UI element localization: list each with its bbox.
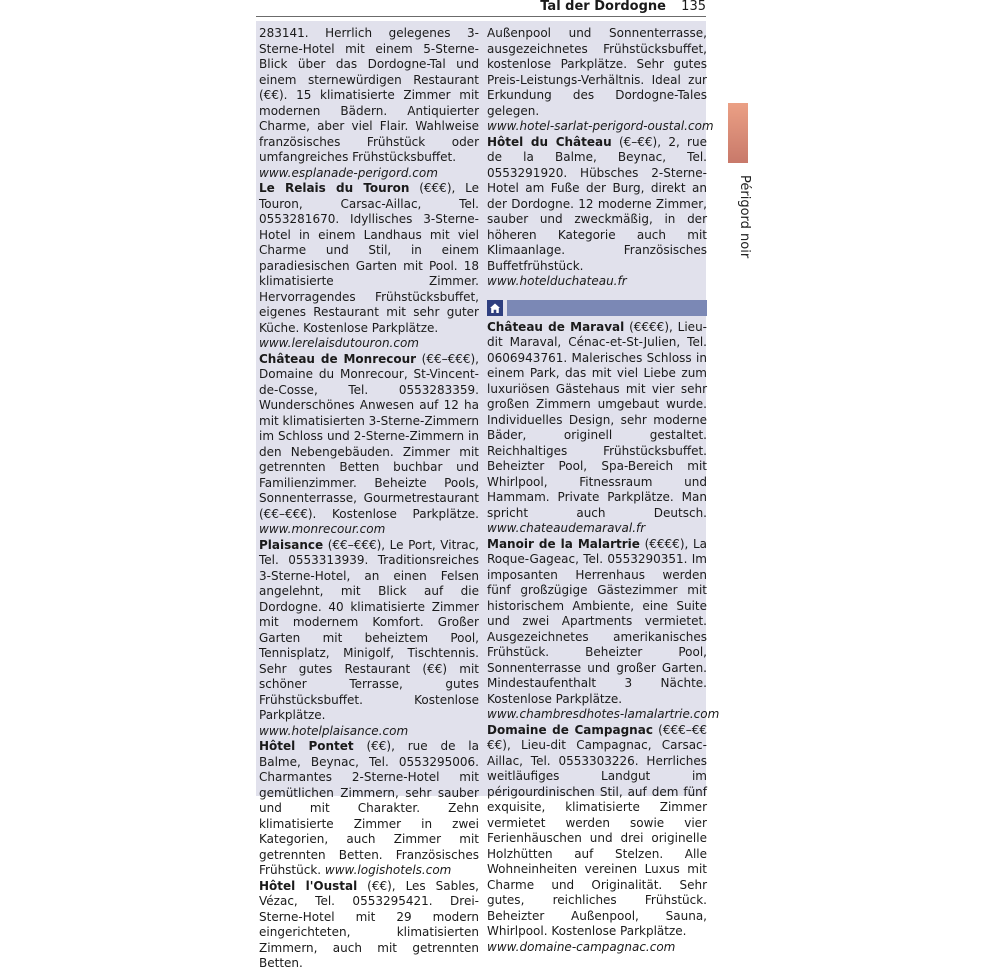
url-malartrie[interactable]: www.chambresdhotes-lamalartrie.com — [487, 707, 720, 721]
house-icon — [487, 300, 503, 316]
hotel-name: Domaine de Campagnac — [487, 722, 653, 737]
running-title: Tal der Dordogne — [540, 0, 666, 14]
hotel-name: Hôtel Pontet — [259, 739, 354, 753]
accommodation-panel — [256, 21, 720, 970]
listing-domaine-de-campagnac: Domaine de Campagnac (€€€–€€€€), Lieu-dit Campagnac, Carsac-Aillac, Tel. 0553303226. Herrliches weitläufiges Landgut im périgourdinischen Stil, auf dem fünf exquisite, klimatisierte Zimmer vermietet werden sowie vier Ferienhäuschen und drei originelle Holzhütten auf Stelzen. Alle Wohneinheiten vereinen Luxus mit Charme und Originalität. Sehr gutes, reichliches Frühstück. Beheizter Außenpool, Sauna, Whirlpool. Kostenlose Parkplätze. www.domaine-campagnac.com — [487, 722, 708, 954]
url-relais[interactable]: www.lerelaisdutouron.com — [259, 336, 419, 350]
listing-hotel-oustal-continued: Außenpool und Sonnenterrasse, ausgezeichnetes Frühstücksbuffet, kostenlose Parkplätze. Sehr gutes Preis-Leistungs-Verhältnis. Ideal zur Erkundung des Dordogne-Tales gelegen. www.hotel-sarlat-perigord-oustal.com — [487, 26, 714, 133]
listing-hotel-pontet: Hôtel Pontet (€€), rue de la Balme, Beynac, Tel. 0553295006. Charmantes 2-Sterne-Hotel mit gemütlichen Zimmern, sehr sauber und mit Charakter. Zehn klimatisierte Zimmer in zwei Kategorien, auch Zimmer mit getrennten Betten. Französisches Frühstück. www.logishotels.com — [259, 739, 479, 877]
page-header — [256, 0, 706, 17]
listing-hotel-oustal: Hôtel l'Oustal (€€), Les Sables, Vézac, Tel. 0553295421. Drei-Sterne-Hotel mit 29 modern eingerichteten, klimatisierten Zimmern, auch mit getrennten Betten. — [259, 878, 479, 970]
hotel-name: Le Relais du Touron — [259, 181, 410, 195]
hotel-name: Plaisance — [259, 537, 324, 552]
url-monrecour[interactable]: www.monrecour.com — [259, 522, 386, 536]
listing-relais-du-touron: Le Relais du Touron (€€€), Le Touron, Carsac-Aillac, Tel. 0553281670. Idyllisches 3-Sterne-Hotel in einem Landhaus mit viel Charme und Stil, in einem paradiesischen Garten mit Pool. 18 klimatisierte Zimmer. Hervorragendes Frühstücksbuffet, eigenes Restaurant mit sehr guter Küche. Kostenlose Parkplätze. www.lerelaisdutouron.com — [259, 181, 479, 350]
hotel-name: Château de Maraval — [487, 319, 625, 334]
right-column — [487, 26, 720, 955]
listing-chateau-de-monrecour: Château de Monrecour (€€–€€€), Domaine du Monrecour, St-Vincent-de-Cosse, Tel. 0553283359. Wunderschönes Anwesen auf 12 ha mit klimatisierten 3-Sterne-Zimmern im Schloss und 2-Sterne-Zimmern in den Nebengebäuden. Zimmer mit getrennten Betten buchbar und Familienzimmer. Beheizte Pools, Sonnenterrasse, Gourmetrestaurant (€€–€€€). Kostenlose Parkplätze. www.monrecour.com — [259, 351, 480, 536]
listing-manoir-de-la-malartrie: Manoir de la Malartrie (€€€€), La Roque-Gageac, Tel. 0553290351. Im imposanten Herrenhaus werden fünf großzügige Gästezimmer mit historischem Ambiente, eine Suite und zwei Apartments vermietet. Ausgezeichnetes amerikanisches Frühstück. Beheizter Pool, Sonnenterrasse und großer Garten. Mindestaufenthalt 3 Nächte. Kostenlose Parkplätze. www.chambresdhotes-lamalartrie.com — [487, 536, 720, 721]
hotel-name: Manoir de la Malartrie — [487, 536, 640, 551]
left-column — [259, 26, 479, 972]
section-header-guesthouses — [487, 300, 707, 316]
listing-plaisance: Plaisance (€€–€€€), Le Port, Vitrac, Tel. 0553313939. Traditionsreiches 3-Sterne-Hotel, an einen Felsen angelehnt, mit Blick auf die Dordogne. 40 klimatisierte Zimmer mit modernem Komfort. Großer Garten mit beheiztem Pool, Tennisplatz, Minigolf, Tischtennis. Sehr gutes Restaurant (€€) mit schöner Terrasse, gutes Frühstücksbuffet. Kostenlose Parkplätze. www.hotelplaisance.com — [259, 537, 479, 738]
chapter-side-label: Périgord noir — [737, 175, 752, 259]
hotel-name: Château de Monrecour — [259, 351, 417, 366]
url-pontet[interactable]: www.logishotels.com — [324, 863, 452, 877]
url-campagnac[interactable]: www.domaine-campagnac.com — [487, 939, 676, 954]
section-bar — [507, 300, 707, 316]
listing-esplanade: 283141. Herrlich gelegenes 3-Sterne-Hotel mit einem 5-Sterne-Blick über das Dordogne-Tal und einem sternewürdigen Restaurant (€€). 15 klimatisierte Zimmer mit modernen Bädern. Antiquierter Charme, aber viel Flair. Wahlweise französisches Frühstück oder umfangreiches Frühstücksbuffet. www.esplanade-perigord.com — [259, 26, 479, 180]
url-maraval[interactable]: www.chateaudemaraval.fr — [487, 521, 646, 535]
url-oustal[interactable]: www.hotel-sarlat-perigord-oustal.com — [487, 119, 714, 133]
house-icon-glyph — [489, 302, 501, 314]
hotel-name: Hôtel du Château — [487, 134, 612, 149]
listing-chateau-de-maraval: Château de Maraval (€€€€), Lieu-dit Maraval, Cénac-et-St-Julien, Tel. 0606943761. Malerisches Schloss in einem Park, das mit viel Liebe zum luxuriösen Gästehaus mit vier sehr großen Zimmern umgebaut wurde. Individuelles Design, sehr moderne Bäder, originell gestaltet. Reichhaltiges Frühstücksbuffet. Beheizter Pool, Spa-Bereich mit Whirlpool, Fitnessraum und Hammam. Private Parkplätze. Man spricht auch Deutsch. www.chateaudemaraval.fr — [487, 319, 708, 535]
url-esplanade[interactable]: www.esplanade-perigord.com — [259, 165, 438, 180]
chapter-tab-accent — [728, 103, 748, 163]
listing-hotel-du-chateau: Hôtel du Château (€–€€), 2, rue de la Balme, Beynac, Tel. 0553291920. Hübsches 2-Sterne-Hotel am Fuße der Burg, direkt an der Dordogne. 12 moderne Zimmer, sauber und zweckmäßig, in der höheren Kategorie auch mit Klimaanlage. Französisches Buffetfrühstück. www.hotelduchateau.fr — [487, 134, 707, 288]
hotel-name: Hôtel l'Oustal — [259, 878, 358, 893]
url-chateau[interactable]: www.hotelduchateau.fr — [487, 274, 627, 288]
page-number: 135 — [681, 0, 706, 14]
url-plaisance[interactable]: www.hotelplaisance.com — [259, 723, 409, 738]
